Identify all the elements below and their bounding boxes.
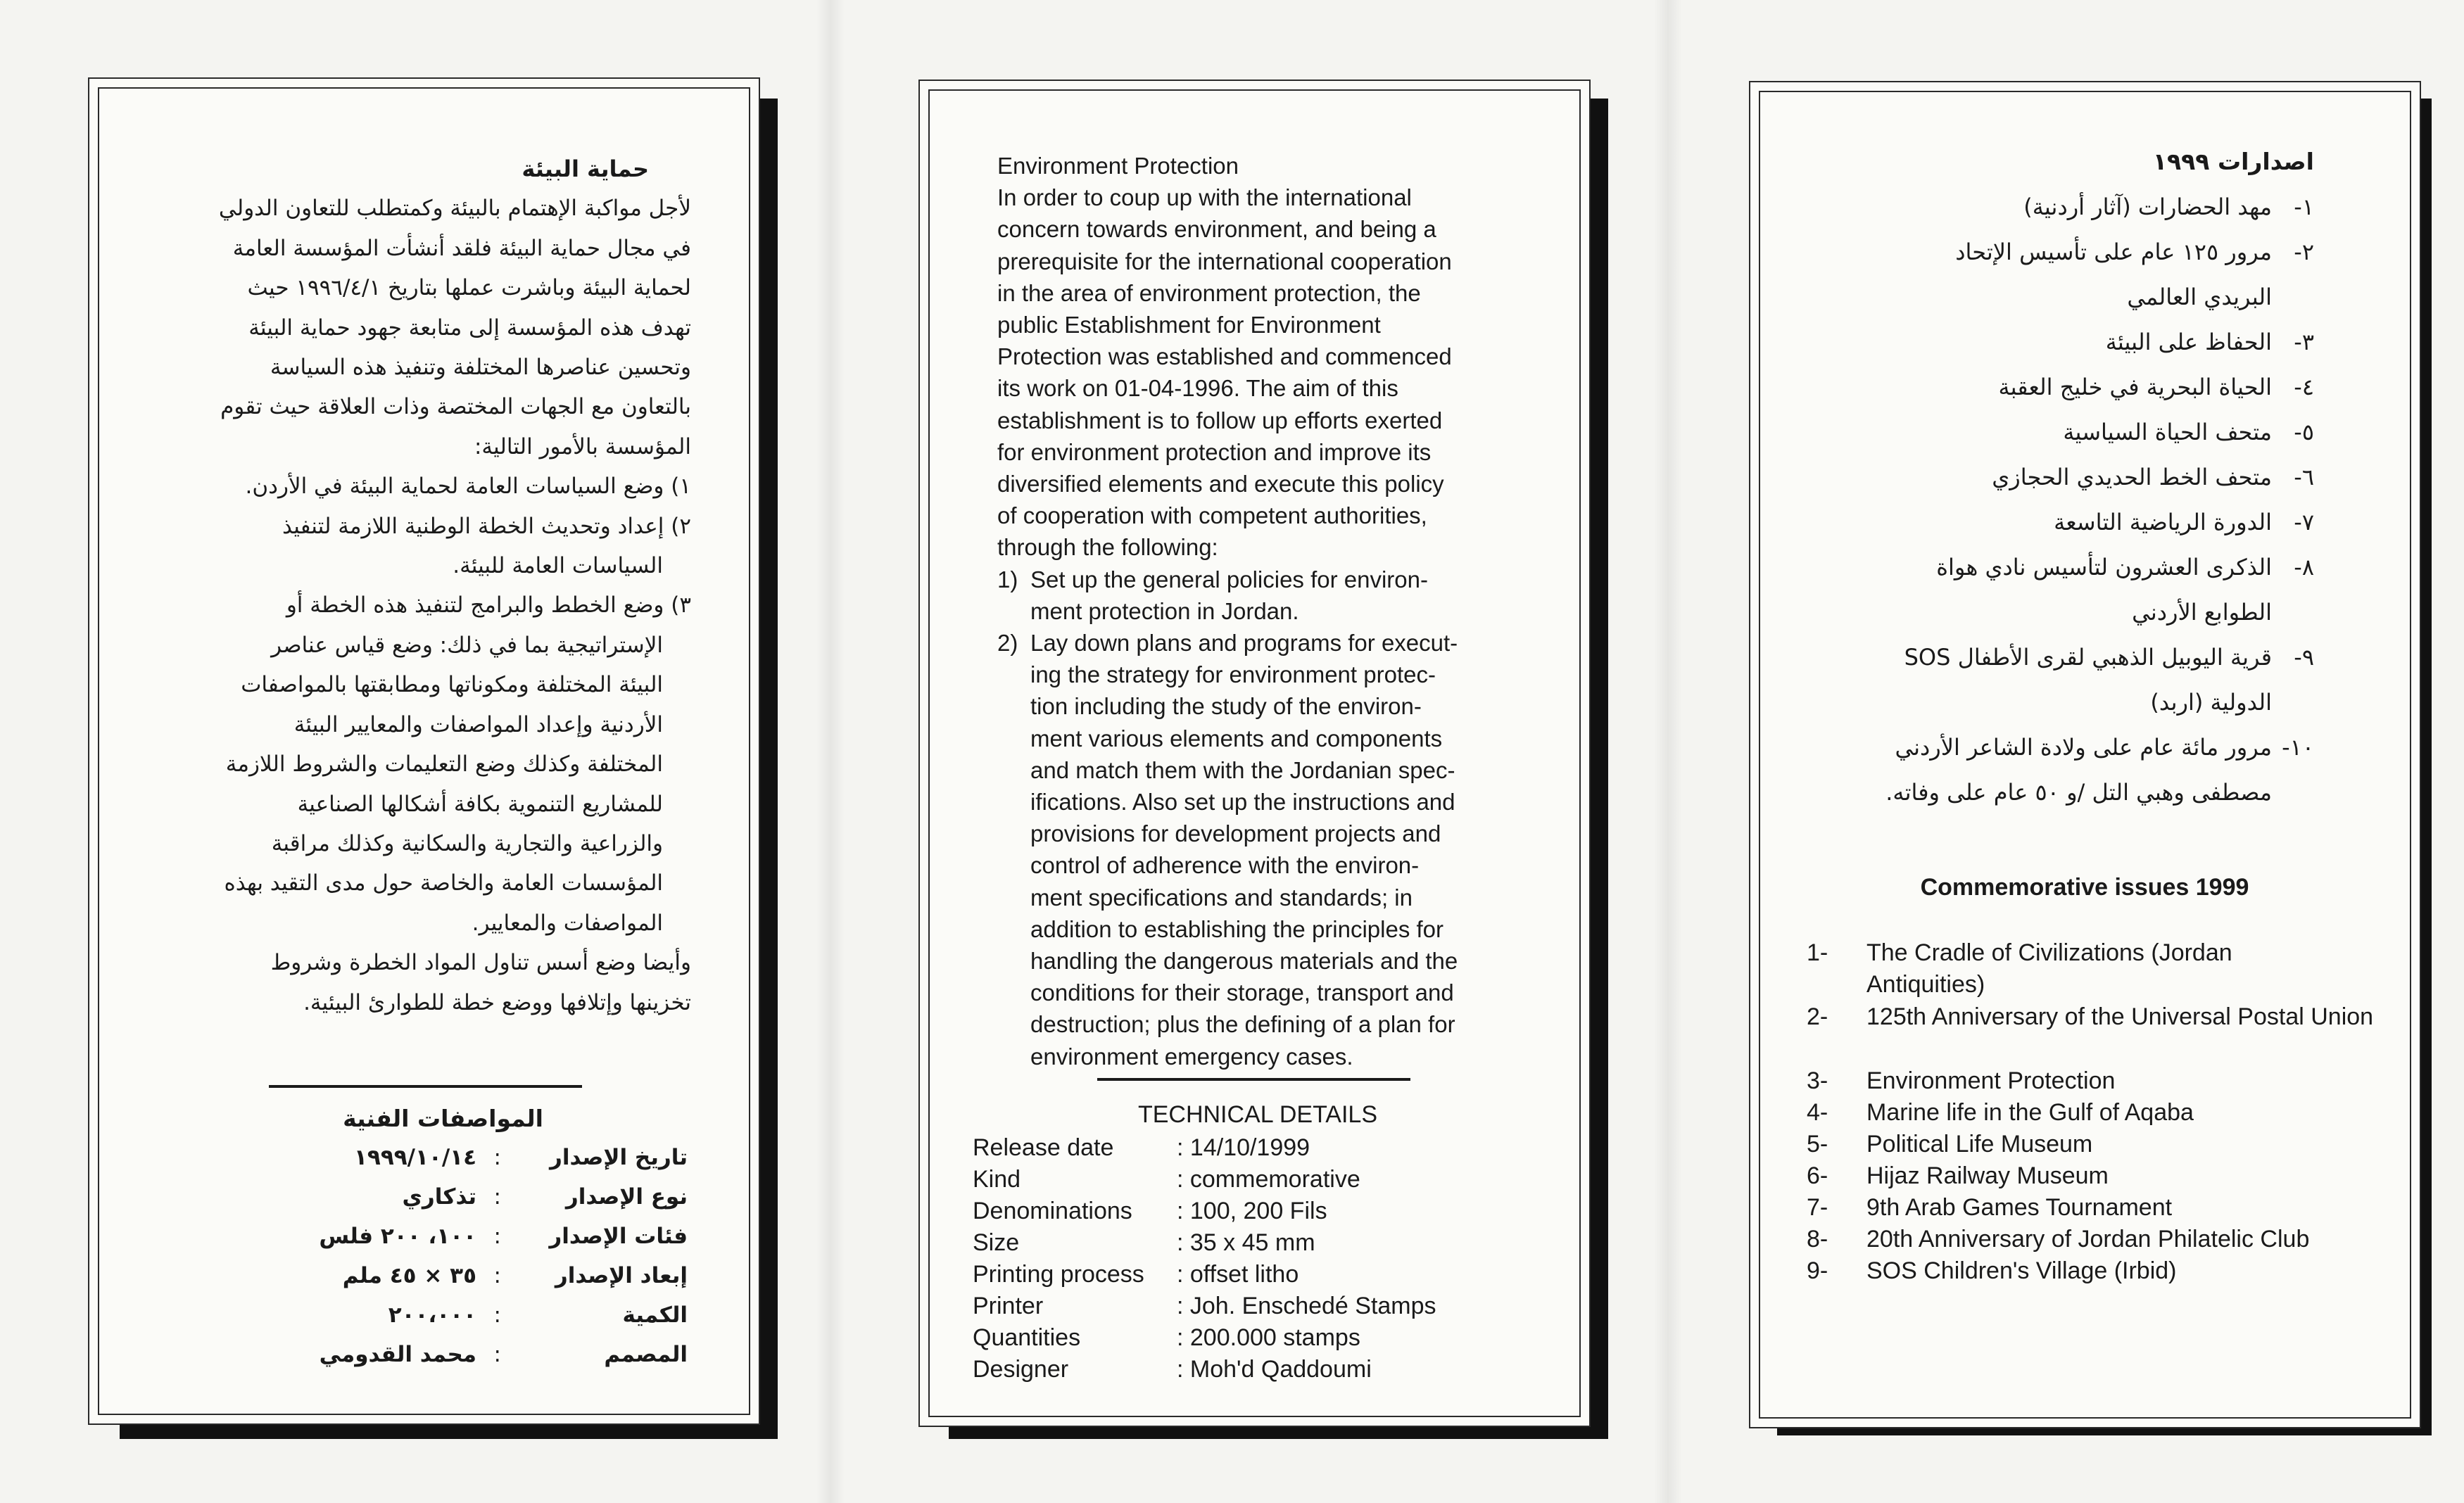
ar-line: الأردنية وإعداد المواصفات والمعايير البيئة [293,711,663,737]
ar-tech-table [202,1145,688,1391]
ar-line: المختلفة وكذلك وضع التعليمات والشروط اللازمة [225,752,663,778]
tech-row: Kind : commemorative [973,1166,1360,1193]
ar-tech-row: الكمية : ٢٠٠،٠٠٠ [388,1302,688,1328]
tech-title: TECHNICAL DETAILS [1137,1101,1378,1128]
en-line: Protection was established and commenced [997,343,1452,370]
en-line: prerequisite for the international cooperation [997,248,1452,274]
ar-line: السياسات العامة للبيئة. [453,553,663,579]
en-line: for environment protection and improve its [997,438,1432,465]
en-line: public Establishment for Environment [997,312,1381,338]
ar-issue-line: ١٠-مرور مائة عام على ولادة الشاعر الأردني [1895,734,2314,761]
ar-issue-line: ٣-الحفاظ على البيئة [2105,329,2314,355]
ar-tech-row: تاريخ الإصدار : ١٩٩٩/١٠/١٤ [353,1145,688,1170]
tech-row: Printer : Joh. Enschedé Stamps [973,1293,1436,1319]
ar-issue-line: ٥-متحف الحياة السياسية [2063,419,2314,445]
ar-line: ١) وضع السياسات العامة لحماية البيئة في الأردن. [245,474,691,500]
left-divider [269,1085,582,1088]
ar-issues-title: اصدارات ١٩٩٩ [2152,148,2314,175]
ar-line: ٣) وضع الخطط والبرامج لتنفيذ هذه الخطة أو [286,592,691,619]
ar-issue-line: مصطفى وهبي التل /و ٥٠ عام على وفاته. [1885,779,2272,806]
en-line: in the area of environment protection, the [997,279,1421,306]
ar-line: لحماية البيئة وباشرت عملها بتاريخ ١٩٩٦/٤/١ حيث [247,275,691,301]
ar-issue-line: ٢-مرور ١٢٥ عام على تأسيس الإتحاد [1955,239,2314,265]
en-line: through the following: [997,534,1218,561]
ar-line: للمشاريع التنموية بكافة أشكالها الصناعية [297,791,663,817]
ar-line: المؤسسات العامة والخاصة حول مدى التقيد بهذه [224,870,663,896]
en-item-number: 1) [997,566,1018,592]
en-item: 1) Set up the general policies for environ- ment protection in Jordan. [997,564,1546,627]
ar-line: لأجل مواكبة الإهتمام بالبيئة وكمتطلب للتعاون الدولي [218,196,691,222]
ar-line: وتحسين عناصرها المختلفة وتنفيذ هذه السياسة [270,355,691,381]
left-panel [88,77,760,1425]
ar-issues-list [1807,184,2314,888]
ar-issue-line: ١-مهد الحضارات (آثار أردنية) [2023,194,2314,220]
ar-tech-row: المصمم : محمد القدومي [319,1342,688,1367]
en-title: Environment Protection [997,153,1239,179]
ar-issue-line: ٦-متحف الخط الحديدي الحجازي [1992,464,2314,490]
ar-line: ٢) إعداد وتحديث الخطة الوطنية اللازمة لتنفيذ [282,513,691,539]
ar-title: حماية البيئة [522,156,649,182]
ar-line: المواصفات والمعايير. [472,910,663,936]
left-panel-arabic-text [149,149,691,1022]
ar-line: المؤسسة بالأمور التالية: [474,433,691,459]
ar-line: بالتعاون مع الجهات المختصة وذات العلاقة حيث تقوم [220,394,691,420]
ar-tech-row: فئات الإصدار : ١٠٠، ٢٠٠ فلس [319,1224,688,1249]
tech-table [973,1134,1550,1395]
ar-issue-line: الدولية (اربد) [2150,689,2272,716]
page-fold-left [816,0,845,1503]
en-line: In order to coup up with the international [997,184,1412,211]
middle-divider [1097,1078,1410,1081]
ar-issue-line: ٩-قرية اليوبيل الذهبي لقرى الأطفال SOS [1904,644,2314,671]
ar-issue-line: ٨-الذكرى العشرون لتأسيس نادي هواة [1936,554,2314,581]
en-line: concern towards environment, and being a [997,216,1436,243]
middle-panel [918,80,1591,1427]
en-line: of cooperation with competent authorities, [997,502,1427,529]
tech-row: Printing process : offset litho [973,1261,1299,1288]
ar-line: البيئة المختلفة ومكوناتها ومطابقتها بالمواصفات [241,672,663,698]
ar-issue-line: البريدي العالمي [2127,284,2272,310]
ar-issue-line: ٧-الدورة الرياضية التاسعة [2054,509,2314,535]
ar-line: في مجال حماية البيئة فلقد أنشأت المؤسسة العامة [232,235,691,261]
ar-tech-row: نوع الإصدار : تذكاري [402,1184,688,1210]
tech-row: Release date : 14/10/1999 [973,1134,1310,1161]
en-line: diversified elements and execute this policy [997,471,1444,497]
en-issues-title: Commemorative issues 1999 [1920,874,2249,901]
ar-tech-title: المواصفات الفنية [343,1105,543,1132]
ar-line: وأيضا وضع أسس تناول المواد الخطرة وشروط [270,950,691,976]
en-item-number: 2) [997,630,1018,657]
ar-line: تخزينها وإتلافها ووضع خطة للطوارئ البيئية. [303,989,691,1015]
en-line: establishment is to follow up efforts exerted [997,407,1443,433]
ar-line: الإستراتيجية بما في ذلك: وضع قياس عناصر [271,632,663,658]
en-line: its work on 01-04-1996. The aim of this [997,375,1398,402]
ar-line: والزراعية والتجارية والسكانية وكذلك مراقبة [271,830,663,856]
ar-issue-line: ٤-الحياة البحرية في خليج العقبة [1998,374,2314,400]
tech-row: Quantities : 200.000 stamps [973,1324,1360,1351]
right-panel [1749,81,2421,1428]
page-fold-right [1654,0,1682,1503]
ar-tech-row: إبعاد الإصدار : ٣٥ × ٤٥ ملم [342,1263,688,1288]
en-item: 2) Lay down plans and programs for execut- ing the strategy for environment protec- tion including the study of the environ- ment various elements and components and match them with the Jordanian spec- ifications. Also set up the instructions and provisions for development projects and control of adherence with the environ- ment specifications and standards; in addition to establishing the principles for handling the dangerous materials and the conditions for their storage, transport and destruction; plus the defining of a plan for environment emergency cases. [997,627,1546,1072]
tech-row: Designer : Moh'd Qaddoumi [973,1356,1372,1383]
tech-row: Denominations : 100, 200 Fils [973,1198,1327,1224]
ar-issue-line: الطوابع الأردني [2132,599,2272,626]
en-issues-list: 1- The Cradle of Civilizations (Jordan Antiquities) 2- 125th Anniversary of the Universal Postal Union 3- Environment Protection 4- Marine life in the Gulf of Aqaba 5- Political Life Museum 6- Hijaz Railway Museum 7- 9th Arab Games Tournament 8- 20th Anniversary of Jordan Philatelic Club 9- SOS Children's Village (Irbid) [1807,939,2374,1284]
ar-line: تهدف هذه المؤسسة إلى متابعة جهود حماية البيئة [248,315,691,341]
environment-text [997,150,1546,1072]
tech-row: Size : 35 x 45 mm [973,1229,1315,1256]
